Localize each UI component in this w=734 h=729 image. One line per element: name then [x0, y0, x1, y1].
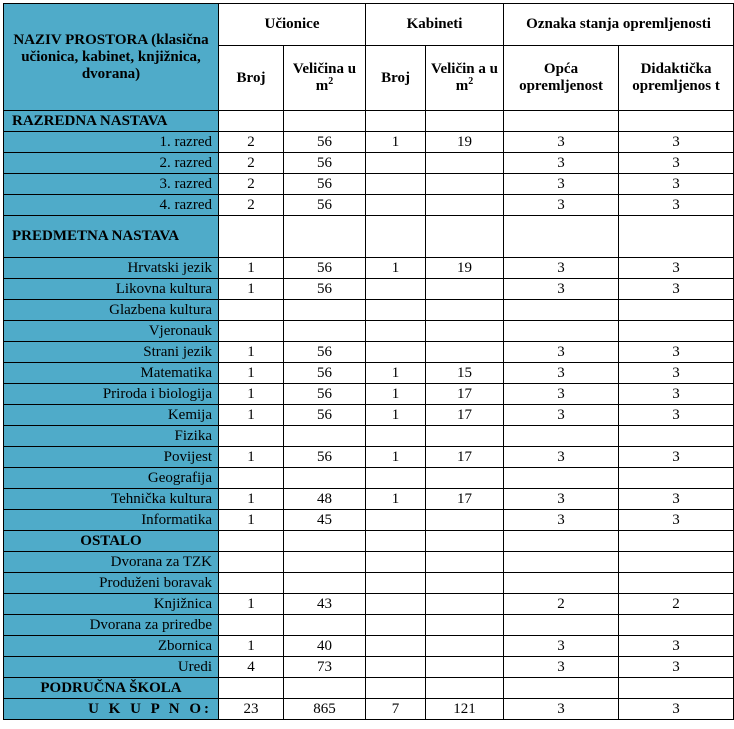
table-cell	[619, 573, 734, 594]
row-label: Knjižnica	[4, 594, 219, 615]
equipment-table	[3, 3, 734, 720]
table-cell	[284, 531, 366, 552]
table-cell: 3	[619, 153, 734, 174]
header-velicina-kabineti: Veličin a u $m^2$	[426, 46, 504, 111]
table-cell	[284, 552, 366, 573]
table-row	[4, 594, 734, 615]
row-label: Likovna kultura	[4, 279, 219, 300]
table-row	[4, 426, 734, 447]
table-cell: 3	[619, 489, 734, 510]
table-cell: 1	[219, 258, 284, 279]
table-cell: 7	[366, 699, 426, 720]
table-row	[4, 384, 734, 405]
table-cell: 3	[504, 363, 619, 384]
table-cell	[619, 111, 734, 132]
table-row	[4, 489, 734, 510]
table-cell	[219, 300, 284, 321]
table-cell: 56	[284, 174, 366, 195]
table-cell: 56	[284, 447, 366, 468]
table-cell	[426, 531, 504, 552]
table-cell	[426, 594, 504, 615]
table-cell	[219, 321, 284, 342]
table-row	[4, 174, 734, 195]
table-cell: 17	[426, 447, 504, 468]
table-cell: 17	[426, 384, 504, 405]
table-cell	[504, 468, 619, 489]
table-cell: 3	[504, 279, 619, 300]
row-label: Dvorana za priredbe	[4, 615, 219, 636]
table-cell	[504, 573, 619, 594]
table-cell	[284, 216, 366, 258]
table-cell: 3	[504, 489, 619, 510]
table-cell: 3	[504, 342, 619, 363]
table-cell	[619, 678, 734, 699]
header-didakticka: Didaktička opremljenos t	[619, 46, 734, 111]
table-cell	[504, 111, 619, 132]
table-cell: 3	[619, 636, 734, 657]
row-label: Dvorana za TZK	[4, 552, 219, 573]
table-cell: 1	[219, 342, 284, 363]
table-cell	[504, 426, 619, 447]
table-cell	[426, 657, 504, 678]
table-cell	[619, 531, 734, 552]
table-cell	[219, 552, 284, 573]
table-cell: 48	[284, 489, 366, 510]
table-row	[4, 636, 734, 657]
table-cell: 1	[366, 447, 426, 468]
table-cell	[284, 300, 366, 321]
table-row	[4, 111, 734, 132]
table-cell	[366, 111, 426, 132]
table-row	[4, 573, 734, 594]
table-cell	[284, 426, 366, 447]
table-cell	[284, 615, 366, 636]
row-label: U K U P N O:	[4, 699, 219, 720]
table-cell: 3	[619, 699, 734, 720]
row-label: Priroda i biologija	[4, 384, 219, 405]
table-cell	[219, 531, 284, 552]
table-cell	[284, 573, 366, 594]
table-cell	[619, 321, 734, 342]
table-cell: 56	[284, 132, 366, 153]
table-cell: 3	[619, 657, 734, 678]
table-row	[4, 510, 734, 531]
table-cell: 3	[504, 174, 619, 195]
table-cell	[219, 111, 284, 132]
table-row	[4, 258, 734, 279]
table-cell	[366, 531, 426, 552]
table-row	[4, 552, 734, 573]
table-cell	[366, 279, 426, 300]
table-cell: 2	[619, 594, 734, 615]
table-cell: 3	[619, 405, 734, 426]
table-cell	[426, 216, 504, 258]
table-cell: 56	[284, 342, 366, 363]
table-cell	[366, 300, 426, 321]
table-cell	[366, 426, 426, 447]
table-row	[4, 363, 734, 384]
table-row	[4, 342, 734, 363]
table-cell: 1	[366, 384, 426, 405]
table-cell: 3	[504, 636, 619, 657]
table-cell	[219, 615, 284, 636]
table-cell: 865	[284, 699, 366, 720]
table-cell: 23	[219, 699, 284, 720]
table-cell: 2	[219, 153, 284, 174]
table-cell: 3	[504, 153, 619, 174]
table-cell	[426, 174, 504, 195]
table-row	[4, 216, 734, 258]
table-cell: 1	[219, 510, 284, 531]
table-cell: 2	[504, 594, 619, 615]
table-row	[4, 447, 734, 468]
table-cell	[426, 615, 504, 636]
table-cell: 1	[366, 363, 426, 384]
table-cell	[366, 468, 426, 489]
table-cell	[426, 153, 504, 174]
table-cell	[366, 552, 426, 573]
table-row	[4, 321, 734, 342]
row-label: 3. razred	[4, 174, 219, 195]
table-cell	[426, 636, 504, 657]
row-label: Fizika	[4, 426, 219, 447]
table-cell: 40	[284, 636, 366, 657]
table-cell	[219, 426, 284, 447]
table-cell	[504, 216, 619, 258]
table-row	[4, 657, 734, 678]
table-cell	[426, 195, 504, 216]
table-cell: 3	[504, 195, 619, 216]
row-label: Geografija	[4, 468, 219, 489]
table-cell: 2	[219, 195, 284, 216]
table-cell	[504, 321, 619, 342]
table-cell: 56	[284, 279, 366, 300]
table-cell	[426, 468, 504, 489]
table-cell: 17	[426, 489, 504, 510]
table-cell: 45	[284, 510, 366, 531]
table-cell: 1	[366, 132, 426, 153]
table-cell	[366, 216, 426, 258]
row-label: Produženi boravak	[4, 573, 219, 594]
table-cell	[619, 615, 734, 636]
table-row	[4, 405, 734, 426]
table-cell: 17	[426, 405, 504, 426]
header-broj-kabineti: Broj	[366, 46, 426, 111]
table-cell	[426, 279, 504, 300]
row-label: Tehnička kultura	[4, 489, 219, 510]
table-cell: 43	[284, 594, 366, 615]
table-cell: 1	[366, 258, 426, 279]
header-opca: Opća opremljenost	[504, 46, 619, 111]
table-cell	[366, 153, 426, 174]
table-cell	[426, 510, 504, 531]
table-cell: 1	[219, 384, 284, 405]
table-cell	[619, 468, 734, 489]
table-cell	[619, 552, 734, 573]
table-cell: 1	[219, 447, 284, 468]
row-label: 2. razred	[4, 153, 219, 174]
table-cell: 1	[366, 489, 426, 510]
table-row	[4, 615, 734, 636]
table-cell: 56	[284, 384, 366, 405]
row-label: Povijest	[4, 447, 219, 468]
table-cell: 1	[219, 405, 284, 426]
row-label: Uredi	[4, 657, 219, 678]
table-cell	[619, 216, 734, 258]
table-row	[4, 132, 734, 153]
row-label: Zbornica	[4, 636, 219, 657]
table-cell	[426, 321, 504, 342]
table-cell: 3	[504, 405, 619, 426]
row-label: Hrvatski jezik	[4, 258, 219, 279]
row-label: Kemija	[4, 405, 219, 426]
table-cell	[426, 552, 504, 573]
table-row	[4, 153, 734, 174]
table-cell: 3	[504, 384, 619, 405]
table-cell: 4	[219, 657, 284, 678]
table-cell	[219, 678, 284, 699]
table-row	[4, 279, 734, 300]
row-label: Vjeronauk	[4, 321, 219, 342]
row-label: 1. razred	[4, 132, 219, 153]
table-cell: 56	[284, 363, 366, 384]
table-row	[4, 699, 734, 720]
table-cell: 19	[426, 258, 504, 279]
row-label: PODRUČNA ŠKOLA	[4, 678, 219, 699]
table-cell	[219, 573, 284, 594]
table-cell	[504, 678, 619, 699]
row-label: RAZREDNA NASTAVA	[4, 111, 219, 132]
table-cell: 56	[284, 153, 366, 174]
table-cell: 1	[219, 594, 284, 615]
table-cell	[426, 342, 504, 363]
table-cell	[366, 615, 426, 636]
table-cell: 3	[619, 384, 734, 405]
header-naziv: NAZIV PROSTORA (klasična učionica, kabinet, knjižnica, dvorana)	[4, 4, 219, 111]
table-cell	[366, 657, 426, 678]
table-cell	[366, 594, 426, 615]
table-cell: 3	[504, 132, 619, 153]
table-cell: 3	[619, 279, 734, 300]
table-cell	[619, 300, 734, 321]
table-cell: 2	[219, 174, 284, 195]
table-cell: 3	[619, 195, 734, 216]
table-cell	[219, 468, 284, 489]
table-cell	[426, 300, 504, 321]
table-cell: 1	[219, 489, 284, 510]
table-cell	[284, 678, 366, 699]
table-cell: 56	[284, 405, 366, 426]
table-row	[4, 678, 734, 699]
table-cell	[366, 636, 426, 657]
table-cell: 1	[219, 636, 284, 657]
table-cell: 1	[219, 279, 284, 300]
header-velicina-ucionice: Veličina u $m^2$	[284, 46, 366, 111]
table-row	[4, 468, 734, 489]
table-cell: 15	[426, 363, 504, 384]
table-cell: 56	[284, 195, 366, 216]
table-cell: 3	[504, 657, 619, 678]
table-cell	[284, 468, 366, 489]
table-cell: 73	[284, 657, 366, 678]
table-cell: 3	[619, 258, 734, 279]
table-cell: 1	[219, 363, 284, 384]
header-kabineti: Kabineti	[366, 4, 504, 46]
table-cell: 3	[619, 342, 734, 363]
header-ucionice: Učionice	[219, 4, 366, 46]
table-cell	[366, 573, 426, 594]
table-cell	[366, 510, 426, 531]
table-cell: 3	[619, 510, 734, 531]
table-cell: 3	[619, 174, 734, 195]
table-cell	[426, 111, 504, 132]
row-label: PREDMETNA NASTAVA	[4, 216, 219, 258]
row-label: Matematika	[4, 363, 219, 384]
table-cell: 3	[504, 699, 619, 720]
table-cell: 3	[619, 447, 734, 468]
table-cell	[504, 531, 619, 552]
table-cell	[426, 426, 504, 447]
table-cell: 2	[219, 132, 284, 153]
table-cell	[366, 678, 426, 699]
table-cell	[366, 342, 426, 363]
table-cell	[219, 216, 284, 258]
row-label: 4. razred	[4, 195, 219, 216]
table-cell	[426, 678, 504, 699]
table-cell	[504, 615, 619, 636]
table-cell: 3	[619, 363, 734, 384]
table-cell: 1	[366, 405, 426, 426]
table-cell: 3	[504, 258, 619, 279]
row-label: Informatika	[4, 510, 219, 531]
table-cell	[504, 552, 619, 573]
row-label: OSTALO	[4, 531, 219, 552]
table-cell	[619, 426, 734, 447]
row-label: Strani jezik	[4, 342, 219, 363]
table-cell	[426, 573, 504, 594]
table-row	[4, 531, 734, 552]
table-cell: 3	[504, 447, 619, 468]
table-row	[4, 195, 734, 216]
table-cell	[366, 174, 426, 195]
table-cell	[366, 195, 426, 216]
table-cell: 3	[619, 132, 734, 153]
table-cell	[366, 321, 426, 342]
row-label: Glazbena kultura	[4, 300, 219, 321]
table-cell: 121	[426, 699, 504, 720]
table-row	[4, 300, 734, 321]
table-cell: 56	[284, 258, 366, 279]
table-cell	[284, 321, 366, 342]
table-cell: 19	[426, 132, 504, 153]
table-cell: 3	[504, 510, 619, 531]
header-broj-ucionice: Broj	[219, 46, 284, 111]
table-cell	[504, 300, 619, 321]
table-cell	[284, 111, 366, 132]
header-oznaka: Oznaka stanja opremljenosti	[504, 4, 734, 46]
